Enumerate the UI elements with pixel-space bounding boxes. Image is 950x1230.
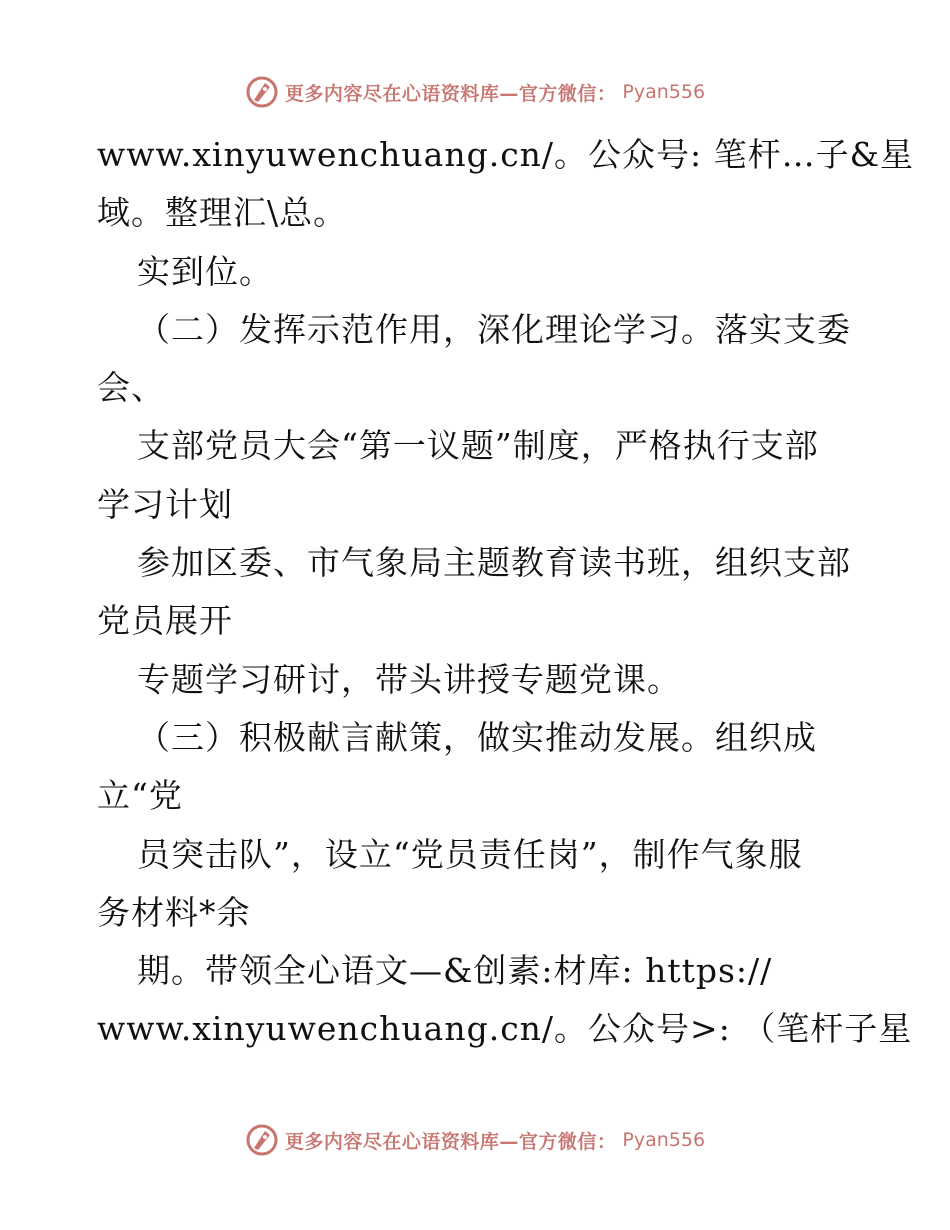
watermark-text: 更多内容尽在心语资料库—官方微信： <box>284 82 617 105</box>
text-line: （三）积极献言献策，做实推动发展。组织成 <box>137 717 817 757</box>
text-line: 务材料*余 <box>97 892 251 932</box>
text-line: 实到位。 <box>137 251 273 291</box>
watermark-text: 更多内容尽在心语资料库—官方微信： <box>284 1130 617 1153</box>
footer-watermark <box>0 1120 950 1160</box>
text-line: 党员展开 <box>97 601 233 641</box>
pen-nib-logo-icon <box>245 1123 279 1157</box>
pen-nib-logo-icon <box>245 75 279 109</box>
text-line: 专题学习研讨，带头讲授专题党课。 <box>137 659 681 699</box>
watermark-wechat-id: Pyan556 <box>622 1129 706 1151</box>
header-watermark <box>0 72 950 112</box>
text-line: 立“党 <box>97 776 183 816</box>
text-line: www.xinyuwenchuang.cn/。公众号>: （笔杆子星 <box>97 1009 913 1049</box>
text-line: 会、 <box>97 368 165 408</box>
text-line: 域。整理汇\总。 <box>97 193 348 233</box>
text-line: 参加区委、市气象局主题教育读书班，组织支部 <box>137 543 851 583</box>
text-line: 期。带领全心语文—&创素:材库: https:// <box>137 951 773 991</box>
text-line: 学习计划 <box>97 484 233 524</box>
text-line: www.xinyuwenchuang.cn/。公众号: 笔杆…子&星 <box>97 135 915 174</box>
watermark-wechat-id: Pyan556 <box>622 81 706 103</box>
document-body <box>97 126 915 1059</box>
text-line: （二）发挥示范作用，深化理论学习。落实支委 <box>137 309 851 349</box>
text-line: 员突击队”，设立“党员责任岗”，制作气象服 <box>137 834 803 874</box>
text-line: 支部党员大会“第一议题”制度，严格执行支部 <box>137 426 819 466</box>
